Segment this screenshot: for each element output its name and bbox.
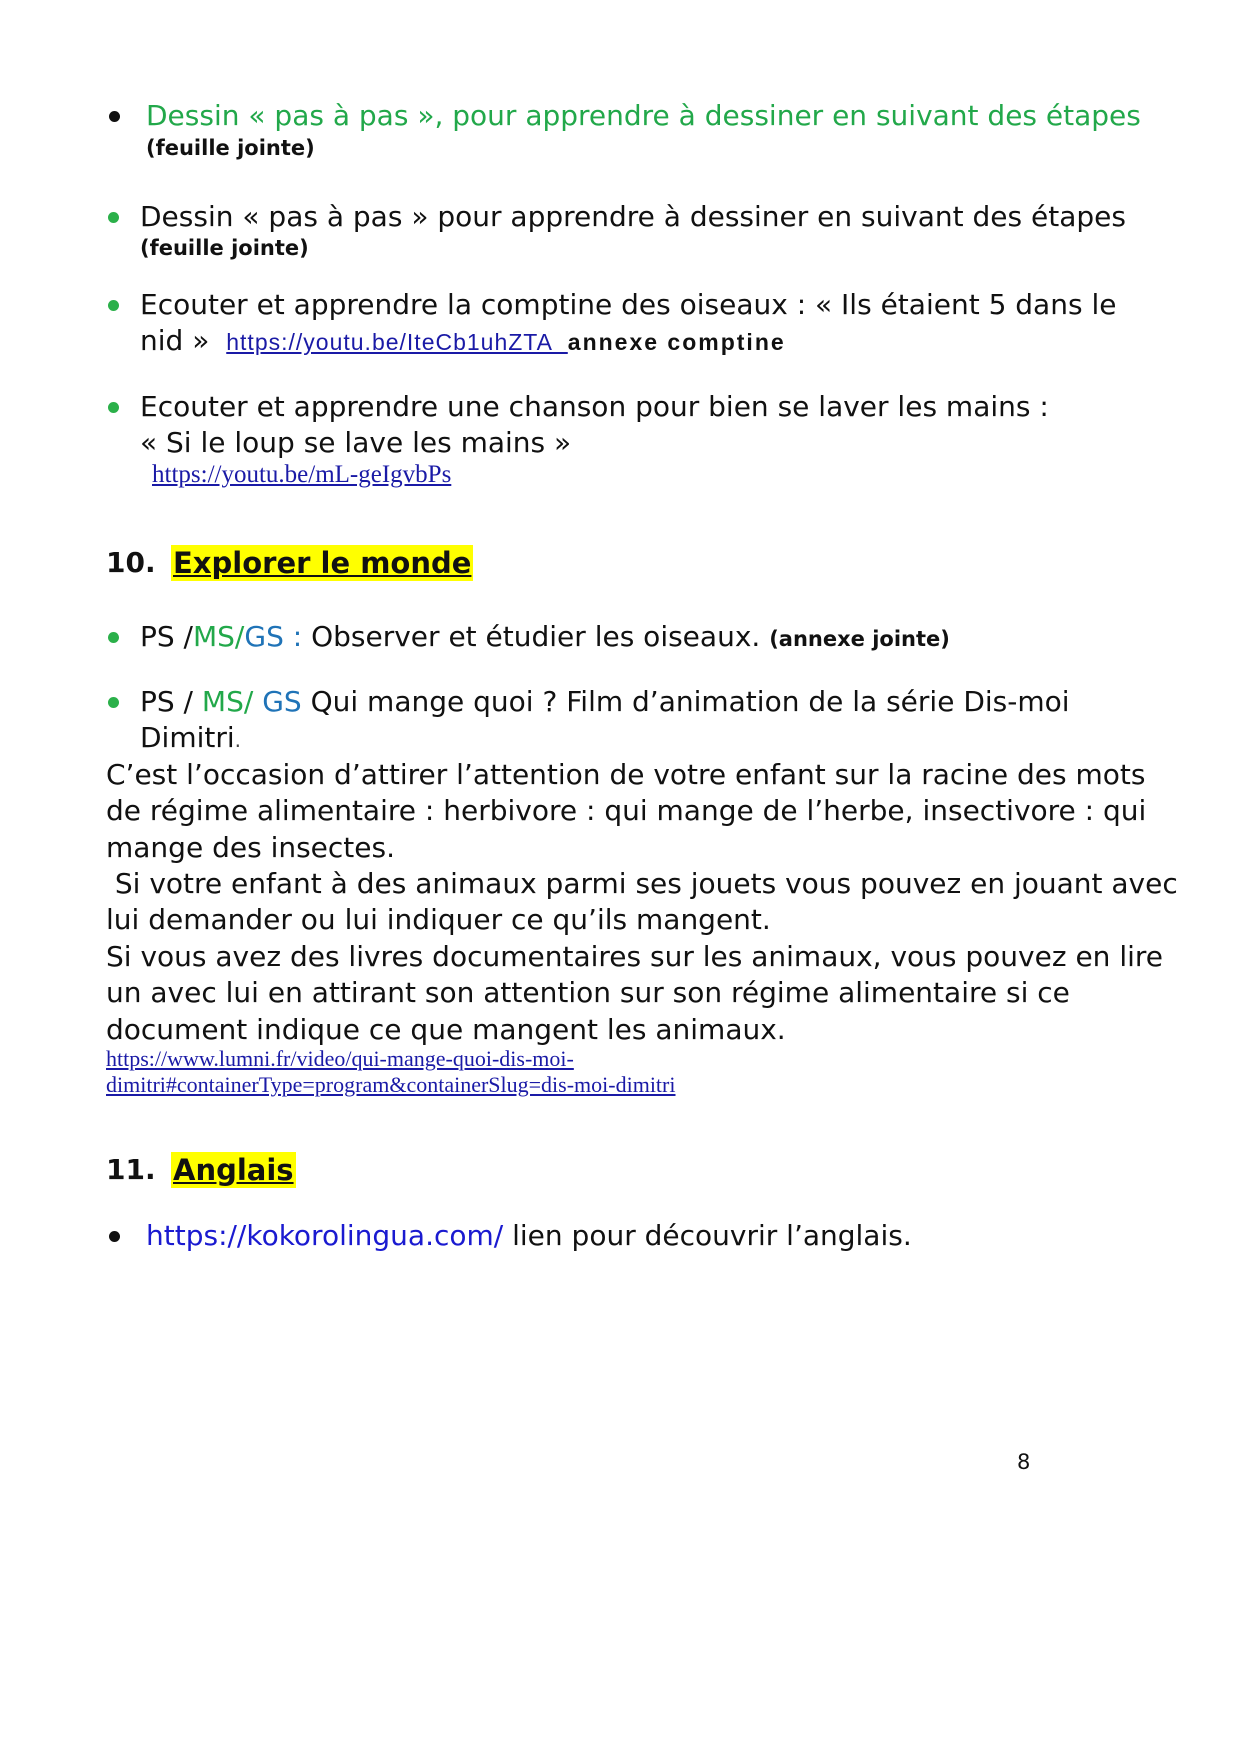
page-number: 8	[1017, 1450, 1031, 1474]
level-ps: PS /	[140, 685, 193, 718]
paragraph-line: document indique ce que mangent les animaux.	[106, 1013, 786, 1046]
paragraph-line: mange des insectes.	[106, 831, 395, 864]
english-item-text: lien pour découvrir l’anglais.	[503, 1219, 912, 1252]
bullet-icon	[108, 632, 119, 643]
english-item	[146, 1216, 912, 1256]
annex-note: (annexe jointe)	[769, 627, 950, 651]
bullet-icon	[109, 1231, 120, 1242]
birds-song-annex: annexe comptine	[567, 329, 786, 355]
level-ps: PS /	[140, 620, 193, 653]
lumni-link-line1[interactable]: https://www.lumni.fr/video/qui-mange-quoi-dis-moi-	[106, 1046, 574, 1071]
kokorolingua-link[interactable]: https://kokorolingua.com/	[146, 1219, 504, 1252]
bullet-icon	[109, 111, 120, 122]
dimitri-word: Dimitri	[140, 721, 235, 754]
dimitri-dot: .	[234, 728, 242, 752]
level-ms: MS/	[201, 685, 254, 718]
drawing-green-text: Dessin « pas à pas », pour apprendre à dessiner en suivant des étapes	[146, 99, 1141, 132]
drawing-black-text: Dessin « pas à pas » pour apprendre à dessiner en suivant des étapes	[140, 200, 1126, 233]
birds-song-line2	[140, 321, 786, 362]
hands-song-link[interactable]: https://youtu.be/mL-geIgvbPs	[152, 461, 452, 488]
drawing-black-note: (feuille jointe)	[140, 236, 309, 260]
bullet-icon	[108, 212, 119, 223]
lumni-link-line2[interactable]: dimitri#containerType=program&containerSlug=dis-moi-dimitri	[106, 1072, 676, 1097]
bullet-icon	[108, 402, 119, 413]
observe-birds-item	[140, 617, 950, 659]
who-eats-what-text: Qui mange quoi ? Film d’animation de la série Dis-moi	[310, 685, 1070, 718]
paragraph-line: Si votre enfant à des animaux parmi ses jouets vous pouvez en jouant avec	[106, 867, 1178, 900]
who-eats-what-item	[140, 682, 1070, 722]
section-number: 10.	[106, 546, 156, 579]
birds-song-nid: nid »	[140, 324, 210, 357]
birds-song-line1: Ecouter et apprendre la comptine des oiseaux : « Ils étaient 5 dans le	[140, 288, 1117, 321]
drawing-green-note: (feuille jointe)	[146, 136, 315, 160]
hands-song-line2: « Si le loup se lave les mains »	[140, 426, 572, 459]
paragraph-line: de régime alimentaire : herbivore : qui mange de l’herbe, insectivore : qui	[106, 794, 1147, 827]
paragraph-line: C’est l’occasion d’attirer l’attention de votre enfant sur la racine des mots	[106, 758, 1146, 791]
observe-birds-text: Observer et étudier les oiseaux.	[311, 620, 761, 653]
paragraph-line: lui demander ou lui indiquer ce qu’ils mangent.	[106, 903, 771, 936]
section-title: Anglais	[173, 1153, 294, 1187]
link-underline-gap	[553, 329, 568, 355]
who-eats-what-line2	[140, 718, 241, 760]
section-title: Explorer le monde	[173, 546, 472, 580]
paragraph-line: Si vous avez des livres documentaires sur les animaux, vous pouvez en lire	[106, 940, 1163, 973]
paragraph-line: un avec lui en attirant son attention sur son régime alimentaire si ce	[106, 976, 1070, 1009]
level-ms: MS/	[193, 620, 245, 653]
bullet-icon	[108, 697, 119, 708]
section-number: 11.	[106, 1153, 156, 1186]
hands-song-line1: Ecouter et apprendre une chanson pour bien se laver les mains :	[140, 390, 1049, 423]
bullet-icon	[108, 300, 119, 311]
level-gs: GS :	[244, 620, 303, 653]
level-gs: GS	[262, 685, 302, 718]
birds-song-link[interactable]: https://youtu.be/IteCb1uhZTA	[226, 329, 553, 355]
